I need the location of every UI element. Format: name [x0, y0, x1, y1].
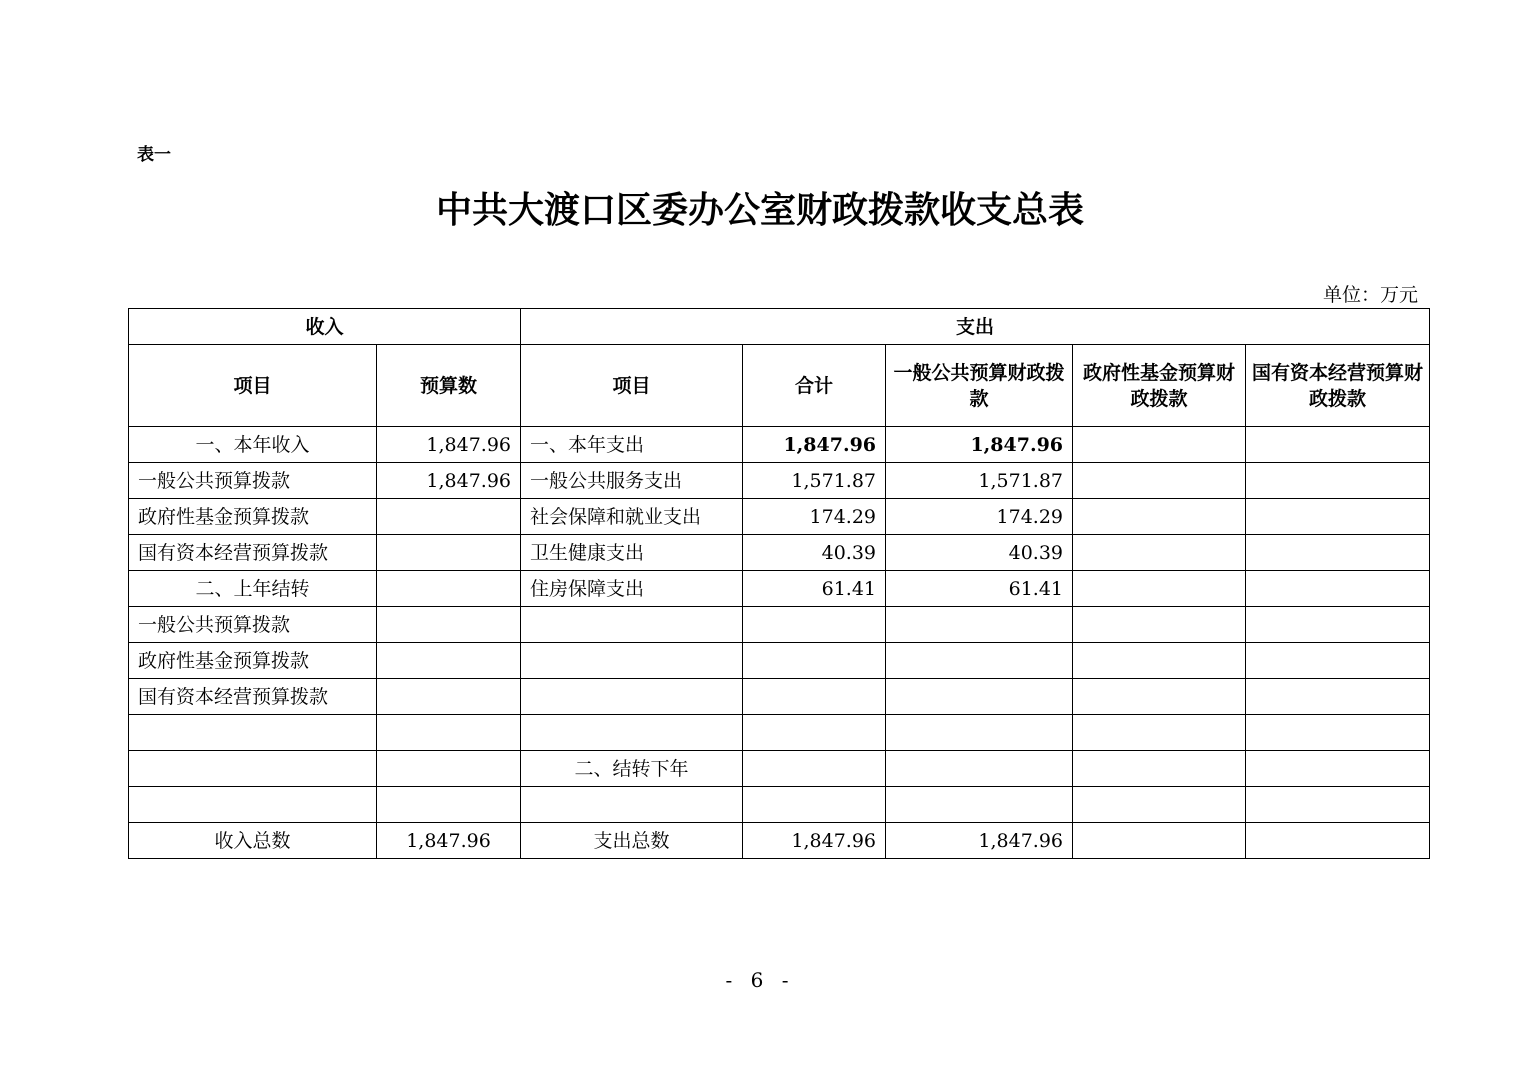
total-cell [743, 751, 886, 787]
income-budget-cell [377, 751, 521, 787]
income-budget-cell [377, 643, 521, 679]
total-cell [743, 679, 886, 715]
gov-fund-cell [1073, 823, 1246, 859]
unit-label: 单位：万元 [1322, 284, 1418, 306]
general-budget-cell [886, 715, 1073, 751]
gov-fund-cell [1073, 499, 1246, 535]
income-budget-cell: 1,847.96 [377, 427, 521, 463]
income-budget-cell: 1,847.96 [377, 463, 521, 499]
table-row [129, 463, 1430, 499]
state-capital-cell [1246, 787, 1430, 823]
general-budget-cell: 1,847.96 [886, 823, 1073, 859]
total-cell: 1,847.96 [743, 823, 886, 859]
general-budget-cell: 1,571.87 [886, 463, 1073, 499]
expense-total-label: 支出总数 [521, 823, 743, 859]
gov-fund-cell [1073, 643, 1246, 679]
gov-fund-cell [1073, 607, 1246, 643]
document-title: 中共大渡口区委办公室财政拨款收支总表 [435, 189, 1084, 231]
page-number: - 6 - [725, 968, 795, 992]
state-capital-cell [1246, 571, 1430, 607]
gov-fund-cell [1073, 535, 1246, 571]
total-cell: 1,571.87 [743, 463, 886, 499]
gov-fund-cell [1073, 715, 1246, 751]
general-budget-header: 一般公共预算财政拨款 [886, 345, 1073, 427]
expense-item-cell: 一般公共服务支出 [521, 463, 743, 499]
totals-row [129, 823, 1430, 859]
state-capital-header: 国有资本经营预算财政拨款 [1246, 345, 1430, 427]
income-item-cell: 国有资本经营预算拨款 [129, 535, 377, 571]
state-capital-cell [1246, 607, 1430, 643]
total-cell [743, 643, 886, 679]
state-capital-cell [1246, 427, 1430, 463]
total-cell: 61.41 [743, 571, 886, 607]
income-budget-cell [377, 571, 521, 607]
table-row [129, 427, 1430, 463]
table-row [129, 715, 1430, 751]
budget-summary-table [128, 308, 1430, 859]
header-row-2 [129, 345, 1430, 427]
income-header: 收入 [129, 309, 521, 345]
total-cell [743, 787, 886, 823]
general-budget-cell: 61.41 [886, 571, 1073, 607]
gov-fund-cell [1073, 787, 1246, 823]
state-capital-cell [1246, 679, 1430, 715]
total-cell: 1,847.96 [743, 427, 886, 463]
table-row [129, 787, 1430, 823]
expense-item-cell [521, 787, 743, 823]
table-row [129, 751, 1430, 787]
income-item-header: 项目 [129, 345, 377, 427]
income-item-cell: 一、本年收入 [129, 427, 377, 463]
expense-item-cell [521, 607, 743, 643]
table-row [129, 499, 1430, 535]
expense-header: 支出 [521, 309, 1430, 345]
income-total-label: 收入总数 [129, 823, 377, 859]
general-budget-cell [886, 679, 1073, 715]
expense-item-cell: 一、本年支出 [521, 427, 743, 463]
gov-fund-header: 政府性基金预算财政拨款 [1073, 345, 1246, 427]
income-item-cell: 国有资本经营预算拨款 [129, 679, 377, 715]
income-item-cell [129, 751, 377, 787]
expense-item-cell: 卫生健康支出 [521, 535, 743, 571]
income-budget-cell [377, 679, 521, 715]
income-item-cell: 一般公共预算拨款 [129, 463, 377, 499]
state-capital-cell [1246, 715, 1430, 751]
expense-item-cell: 住房保障支出 [521, 571, 743, 607]
state-capital-cell [1246, 823, 1430, 859]
income-item-cell: 政府性基金预算拨款 [129, 499, 377, 535]
general-budget-cell [886, 787, 1073, 823]
general-budget-cell: 174.29 [886, 499, 1073, 535]
general-budget-cell [886, 607, 1073, 643]
total-cell: 174.29 [743, 499, 886, 535]
table-row [129, 607, 1430, 643]
income-budget-cell [377, 787, 521, 823]
gov-fund-cell [1073, 679, 1246, 715]
gov-fund-cell [1073, 463, 1246, 499]
table-row [129, 535, 1430, 571]
general-budget-cell [886, 643, 1073, 679]
income-budget-cell [377, 715, 521, 751]
income-total-value: 1,847.96 [377, 823, 521, 859]
gov-fund-cell [1073, 427, 1246, 463]
table-row [129, 643, 1430, 679]
income-item-cell: 二、上年结转 [129, 571, 377, 607]
expense-item-cell: 社会保障和就业支出 [521, 499, 743, 535]
state-capital-cell [1246, 463, 1430, 499]
total-cell: 40.39 [743, 535, 886, 571]
total-cell [743, 607, 886, 643]
state-capital-cell [1246, 535, 1430, 571]
total-cell [743, 715, 886, 751]
expense-item-cell [521, 643, 743, 679]
state-capital-cell [1246, 751, 1430, 787]
table-row [129, 571, 1430, 607]
state-capital-cell [1246, 499, 1430, 535]
income-budget-cell [377, 535, 521, 571]
total-header: 合计 [743, 345, 886, 427]
income-item-cell [129, 787, 377, 823]
income-item-cell [129, 715, 377, 751]
expense-item-cell [521, 679, 743, 715]
header-row-1 [129, 309, 1430, 345]
table-row [129, 679, 1430, 715]
income-budget-cell [377, 607, 521, 643]
general-budget-cell: 40.39 [886, 535, 1073, 571]
expense-item-cell [521, 715, 743, 751]
income-item-cell: 一般公共预算拨款 [129, 607, 377, 643]
gov-fund-cell [1073, 571, 1246, 607]
general-budget-cell: 1,847.96 [886, 427, 1073, 463]
expense-item-header: 项目 [521, 345, 743, 427]
expense-item-cell: 二、结转下年 [521, 751, 743, 787]
income-budget-header: 预算数 [377, 345, 521, 427]
table-label: 表一 [137, 145, 171, 165]
income-budget-cell [377, 499, 521, 535]
gov-fund-cell [1073, 751, 1246, 787]
general-budget-cell [886, 751, 1073, 787]
income-item-cell: 政府性基金预算拨款 [129, 643, 377, 679]
state-capital-cell [1246, 643, 1430, 679]
